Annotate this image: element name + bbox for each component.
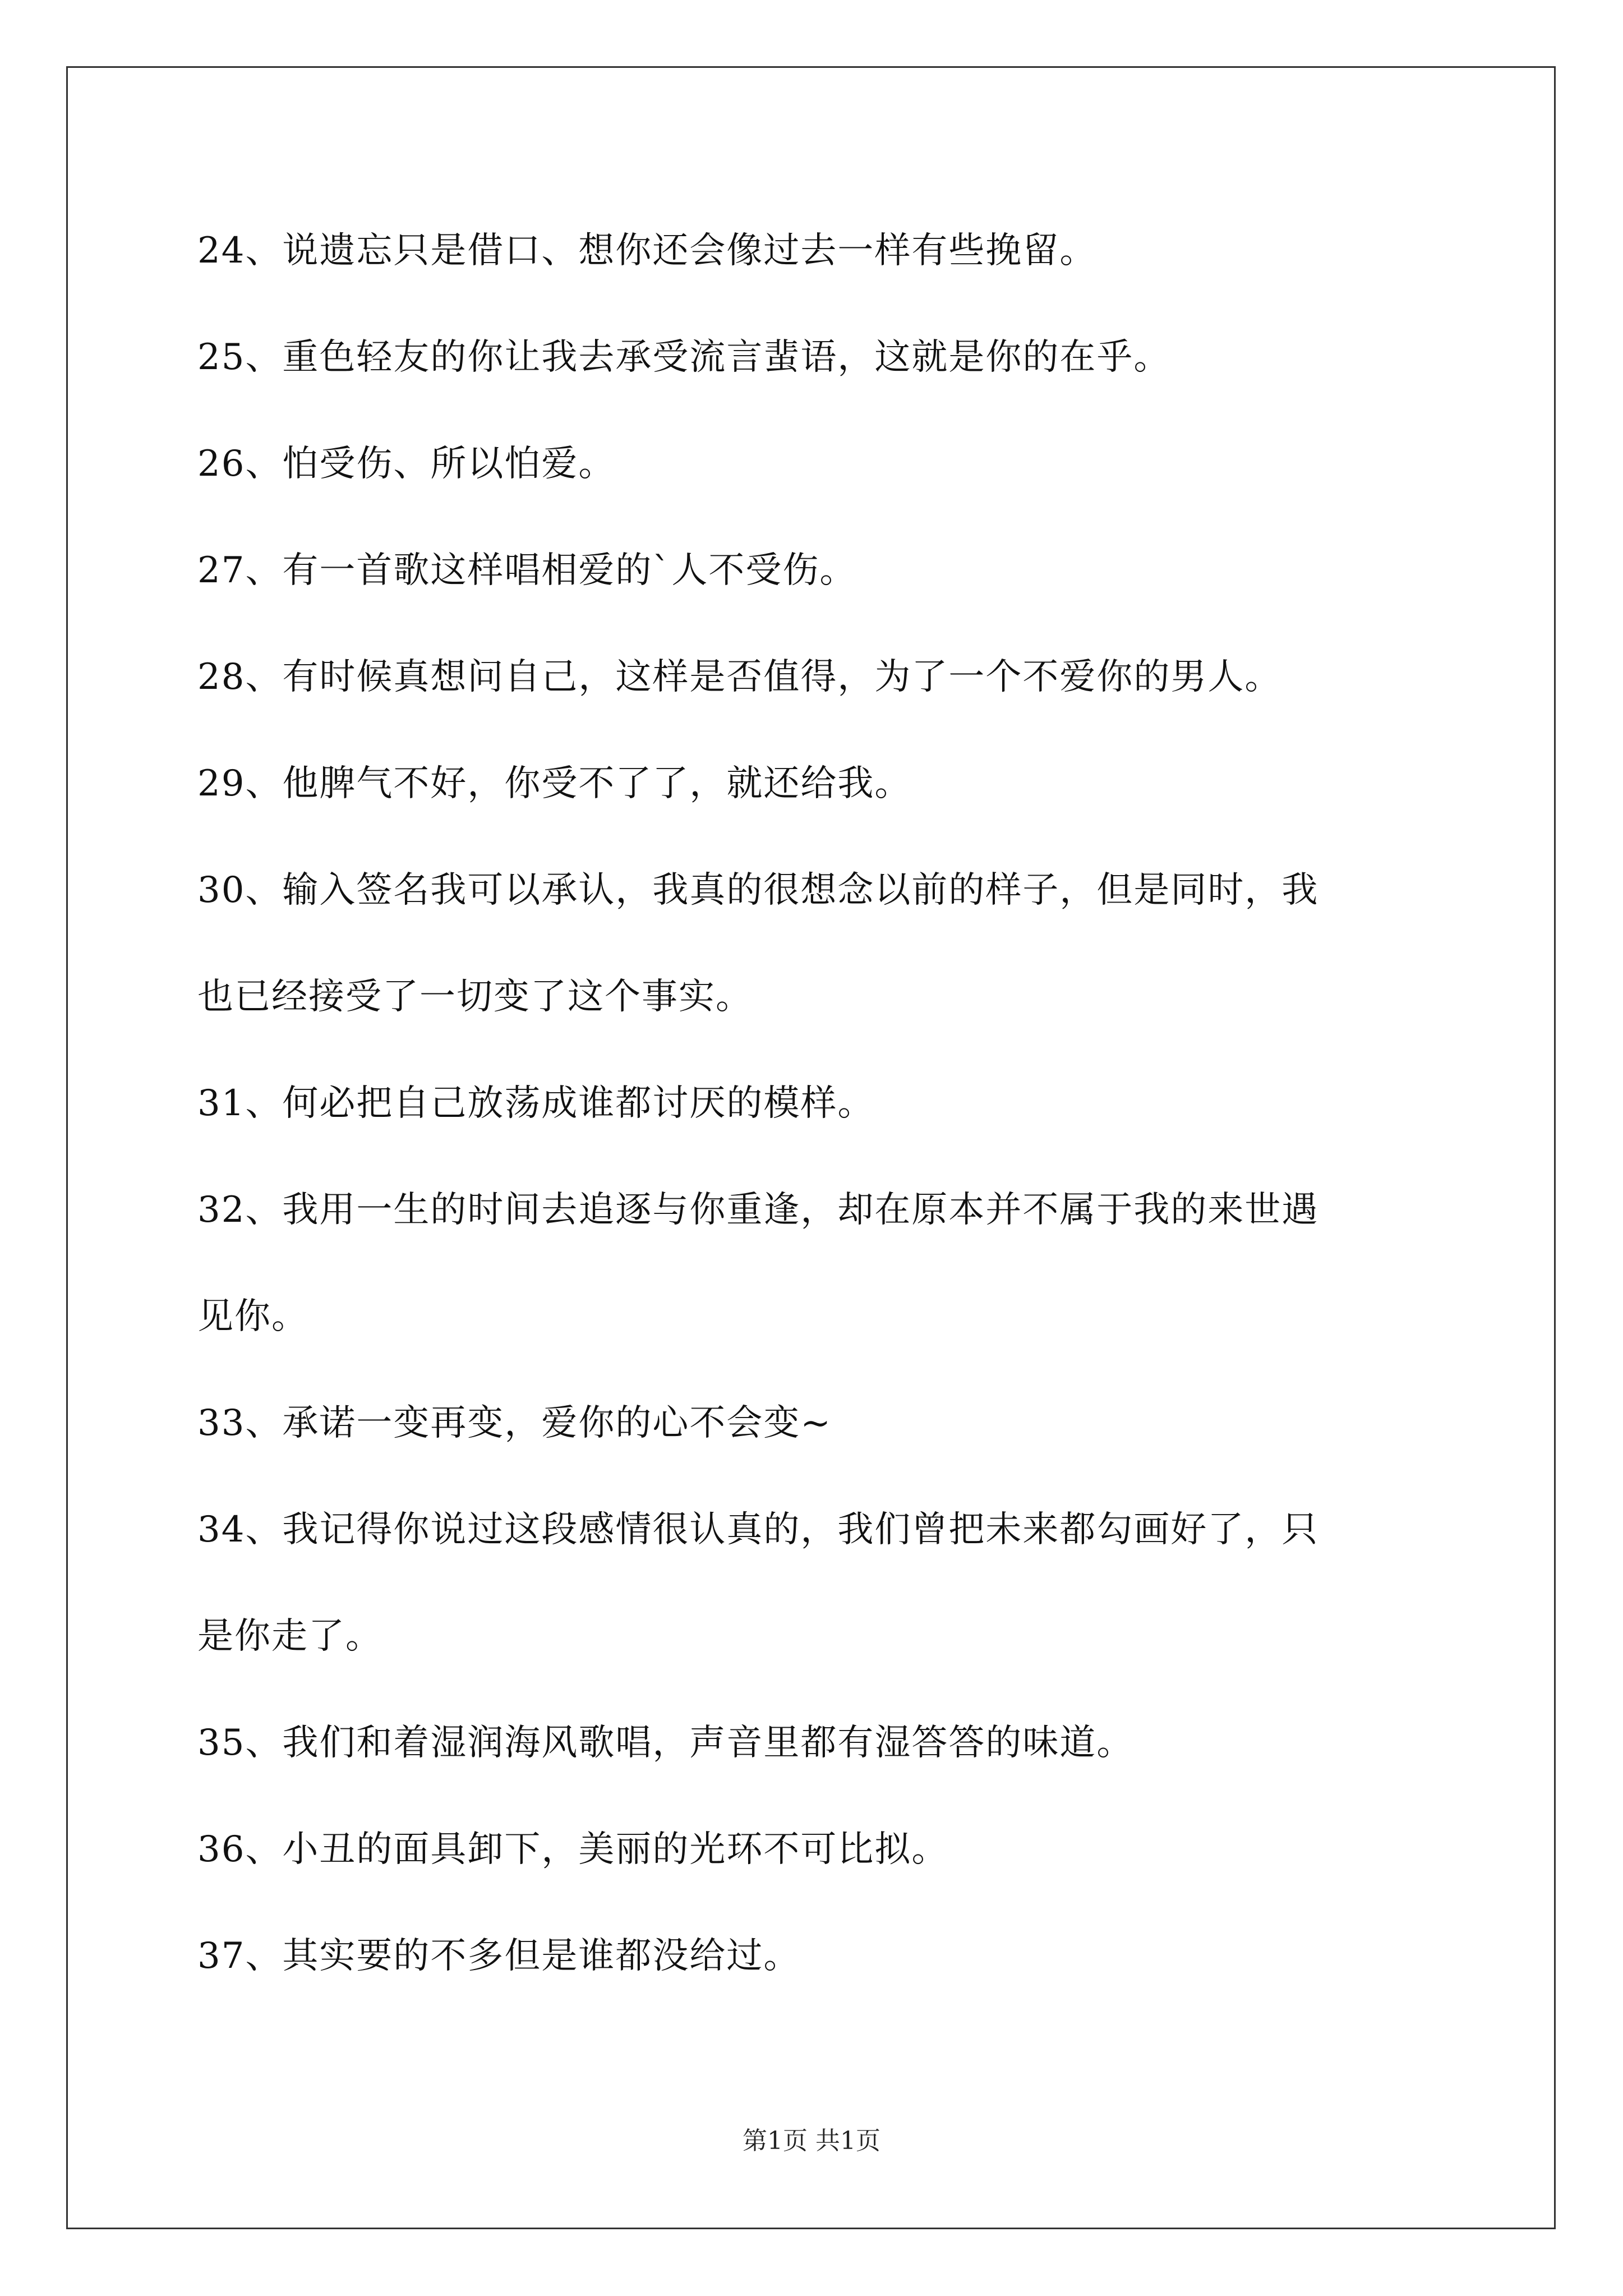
text-line: 31、何必把自己放荡成谁都讨厌的模样。 [197, 1083, 875, 1124]
page-footer: 第1页 共1页 [743, 2127, 880, 2155]
text-line: 26、怕受伤、所以怕爱。 [197, 443, 616, 485]
text-line: 36、小丑的面具卸下，美丽的光环不可比拟。 [197, 1829, 949, 1870]
text-line: 25、重色轻友的你让我去承受流言蜚语，这就是你的在乎。 [197, 337, 1171, 378]
document-body [197, 197, 1431, 2009]
text-line: 32、我用一生的时间去追逐与你重逢，却在原本并不属于我的来世遇 [197, 1189, 1319, 1231]
text-line: 见你。 [197, 1296, 308, 1337]
text-line: 29、他脾气不好，你受不了了，就还给我。 [197, 763, 912, 804]
text-line: 37、其实要的不多但是谁都没给过。 [197, 1935, 801, 1977]
text-line: 33、承诺一变再变，爱你的心不会变~ [197, 1402, 832, 1444]
text-line: 28、有时候真想问自己，这样是否值得，为了一个不爱你的男人。 [197, 656, 1282, 698]
text-line: 24、说遗忘只是借口、想你还会像过去一样有些挽留。 [197, 230, 1097, 272]
text-line: 也已经接受了一切变了这个事实。 [197, 976, 753, 1018]
text-line: 是你走了。 [197, 1616, 382, 1657]
text-line: 27、有一首歌这样唱相爱的`人不受伤。 [197, 550, 857, 591]
text-line: 30、输入签名我可以承认，我真的很想念以前的样子，但是同时，我 [197, 869, 1319, 911]
text-line: 35、我们和着湿润海风歌唱，声音里都有湿答答的味道。 [197, 1722, 1134, 1764]
text-line: 34、我记得你说过这段感情很认真的，我们曾把未来都勾画好了，只 [197, 1509, 1319, 1550]
